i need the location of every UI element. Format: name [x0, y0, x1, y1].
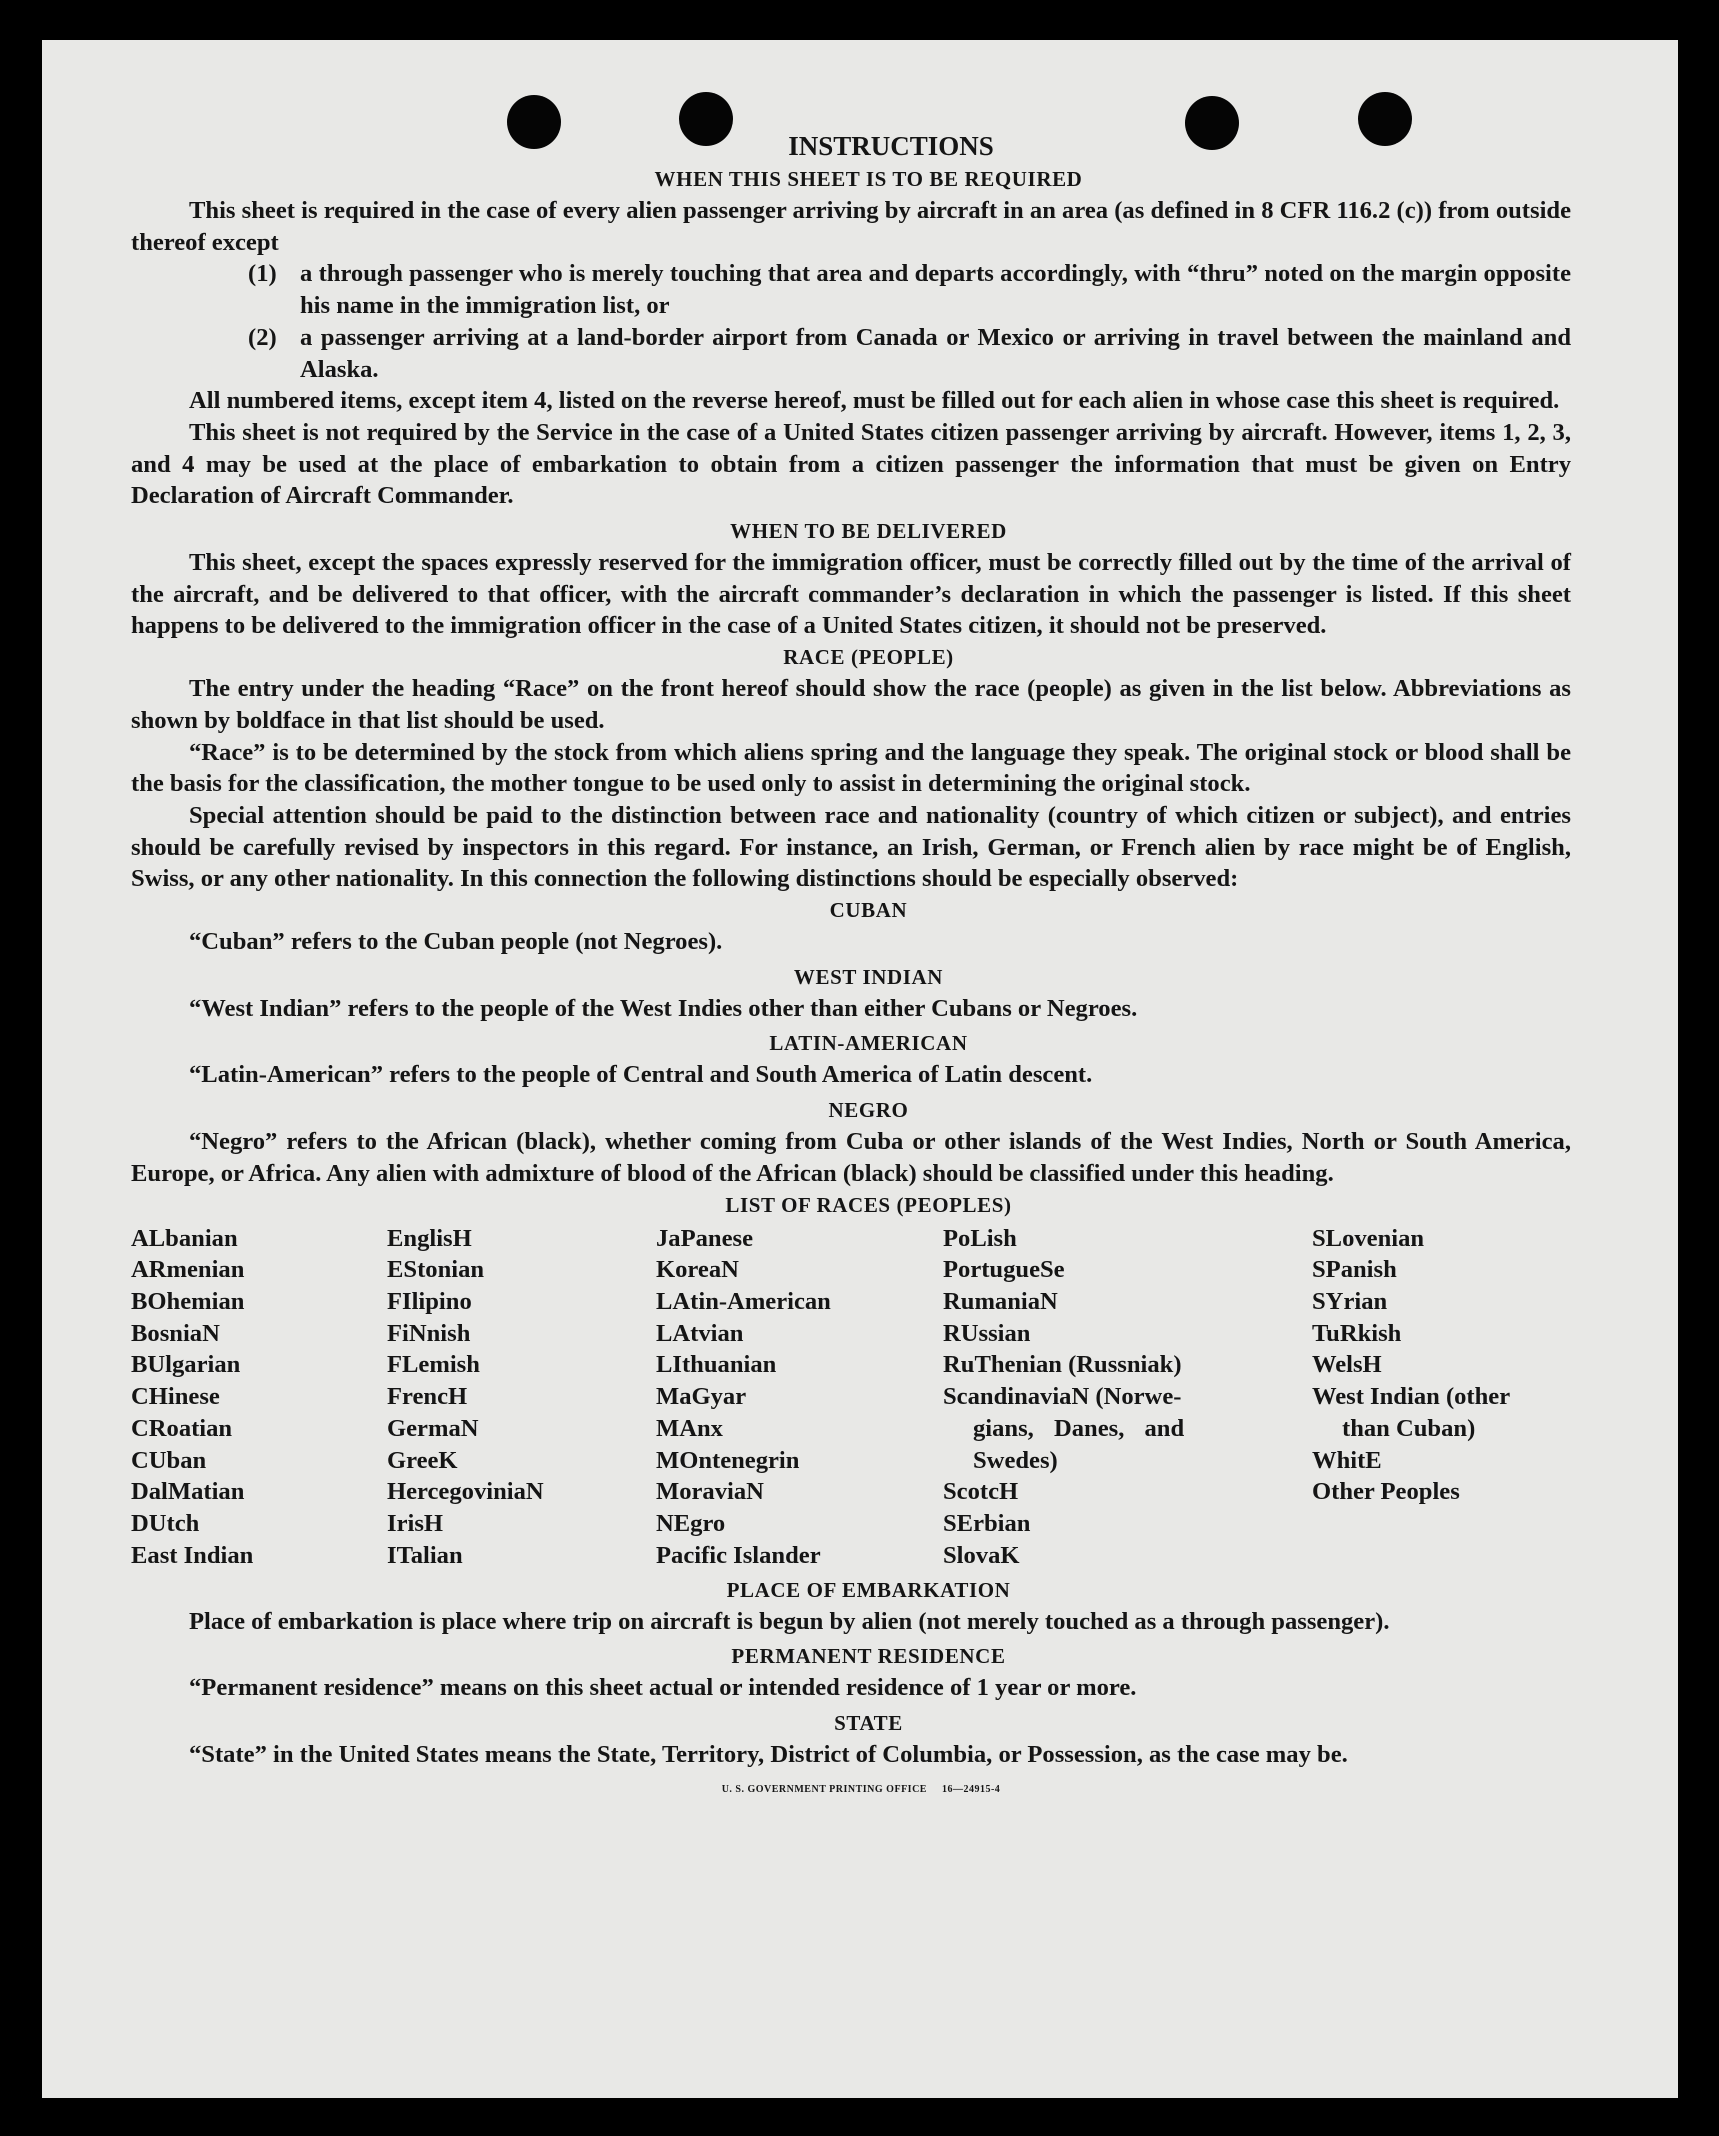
item-text: a through passenger who is merely touching that area and departs accordingly, with “thru” noted on the margin opposite his name in the immigration list, or — [300, 260, 1571, 320]
section-heading: STATE — [834, 1710, 903, 1735]
paragraph: This sheet is required in the case of every alien passenger arriving by aircraft in an area (as defined in 8 CFR 116.2 (c)) from outside thereof except — [131, 197, 1571, 256]
section-heading: RACE (PEOPLE) — [783, 645, 954, 670]
item-text: a passenger arriving at a land-border airport from Canada or Mexico or arriving in travel between the mainland and Alaska. — [300, 323, 1571, 383]
section-heading: PLACE OF EMBARKATION — [726, 1577, 1011, 1602]
race-entry: LAtvian — [656, 1319, 744, 1347]
race-entry: Pacific Islander — [656, 1541, 821, 1569]
race-entry: ARmenian — [131, 1256, 245, 1284]
paragraph: “Race” is to be determined by the stock from which aliens spring and the language they speak. The original stock or blood shall be the basis for the classification, the mother tongue to be used only to assist in determining the original stock. — [131, 738, 1571, 798]
race-entry: MaGyar — [656, 1383, 747, 1411]
race-entry: CHinese — [131, 1383, 220, 1411]
race-entry: Swedes) — [973, 1446, 1058, 1474]
race-entry: MoraviaN — [656, 1478, 764, 1506]
race-column — [131, 1223, 253, 1572]
race-entry: Other Peoples — [1312, 1478, 1460, 1506]
race-entry: WhitE — [1312, 1446, 1382, 1474]
section-heading: PERMANENT RESIDENCE — [731, 1644, 1006, 1669]
race-entry: CUban — [131, 1446, 207, 1474]
race-entry: RUssian — [943, 1319, 1031, 1347]
paragraph: “Cuban” refers to the Cuban people (not Negroes). — [189, 928, 723, 956]
race-entry: EnglisH — [387, 1224, 472, 1252]
race-column — [656, 1223, 831, 1572]
section-heading: LATIN-AMERICAN — [769, 1031, 968, 1056]
race-entry: SErbian — [943, 1509, 1031, 1537]
paragraph: Place of embarkation is place where trip on aircraft is begun by alien (not merely touched as a through passenger). — [189, 1607, 1390, 1635]
race-entry: East Indian — [131, 1541, 254, 1569]
race-entry: ALbanian — [131, 1224, 238, 1252]
race-entry: BOhemian — [131, 1287, 245, 1315]
race-entry: BosniaN — [131, 1319, 220, 1347]
race-entry: ITalian — [387, 1541, 463, 1569]
paragraph: Special attention should be paid to the distinction between race and nationality (country of which citizen or subject), and entries should be carefully revised by inspectors in this regard. For instance, an Irish, German, or French alien by race might be of English, Swiss, or any other nationality. In this connection the following distinctions should be especially observed: — [131, 801, 1571, 893]
race-entry: MOntenegrin — [656, 1446, 800, 1474]
race-entry: LAtin-American — [656, 1287, 831, 1315]
race-entry: EStonian — [387, 1256, 485, 1284]
race-entry: LIthuanian — [656, 1351, 777, 1379]
paragraph: “Negro” refers to the African (black), whether coming from Cuba or other islands of the West Indies, North or South America, Europe, or Africa. Any alien with admixture of blood of the African (black) should be classified under this heading. — [131, 1128, 1571, 1187]
paragraph: This sheet, except the spaces expressly reserved for the immigration officer, must be correctly filled out by the time of the arrival of the aircraft, and be delivered to that officer, with the aircraft commander’s declaration in which the passenger is listed. If this sheet happens to be delivered to the immigration officer in the case of a United States citizen, it should not be preserved. — [131, 549, 1571, 640]
race-entry: FrencH — [387, 1383, 468, 1411]
section-heading: WHEN TO BE DELIVERED — [730, 519, 1007, 544]
section-heading: LIST OF RACES (PEOPLES) — [725, 1192, 1012, 1217]
race-entry: DUtch — [131, 1509, 200, 1537]
list-item — [248, 258, 1571, 321]
race-entry: HercegoviniaN — [387, 1478, 544, 1506]
item-number: (2) — [248, 323, 277, 351]
paragraph: “State” in the United States means the State, Territory, District of Columbia, or Possession, as the case may be. — [189, 1740, 1348, 1768]
race-entry: than Cuban) — [1342, 1414, 1476, 1442]
race-entry: TuRkish — [1312, 1319, 1402, 1347]
race-entry: SLovenian — [1312, 1224, 1425, 1252]
printer-imprint: U. S. GOVERNMENT PRINTING OFFICE 16—24915-4 — [721, 1783, 1001, 1795]
race-entry: PoLish — [943, 1224, 1017, 1252]
race-entry: FIlipino — [387, 1287, 472, 1315]
paragraph: “Permanent residence” means on this sheet actual or intended residence of 1 year or more. — [189, 1674, 1137, 1702]
race-column — [387, 1223, 544, 1572]
race-entry: GermaN — [387, 1414, 479, 1442]
race-entry: GreeK — [387, 1446, 458, 1474]
race-entry: JaPanese — [656, 1224, 753, 1252]
race-entry: RumaniaN — [943, 1287, 1058, 1315]
paragraph: The entry under the heading “Race” on the front hereof should show the race (people) as given in the list below. Abbreviations as shown by boldface in that list should be used. — [131, 675, 1571, 734]
race-entry: PortugueSe — [943, 1256, 1065, 1284]
section-heading: WEST INDIAN — [793, 964, 944, 989]
race-entry: ScandinaviaN (Norwe- — [943, 1383, 1182, 1411]
race-entry: NEgro — [656, 1509, 726, 1537]
race-entry: RuThenian (Russniak) — [943, 1351, 1182, 1379]
item-number: (1) — [248, 260, 277, 288]
section-heading: WHEN THIS SHEET IS TO BE REQUIRED — [654, 167, 1083, 191]
race-entry: ScotcH — [943, 1478, 1019, 1506]
race-entry: DalMatian — [131, 1478, 245, 1506]
race-list — [131, 1223, 1571, 1575]
race-column — [1312, 1223, 1510, 1508]
paragraph: This sheet is not required by the Service in the case of a United States citizen passenger arriving by aircraft. However, items 1, 2, 3, and 4 may be used at the place of embarkation to obtain from a citizen passenger the information that must be given on Entry Declaration of Aircraft Commander. — [131, 418, 1571, 510]
race-entry: SlovaK — [943, 1541, 1020, 1569]
section-heading: NEGRO — [828, 1098, 909, 1123]
race-column — [943, 1223, 1184, 1572]
race-entry: SPanish — [1312, 1256, 1397, 1284]
race-entry: CRoatian — [131, 1414, 233, 1442]
list-item — [248, 322, 1571, 385]
race-entry: KoreaN — [656, 1256, 739, 1284]
race-entry: IrisH — [387, 1509, 444, 1537]
race-entry: SYrian — [1312, 1287, 1388, 1315]
race-entry: FLemish — [387, 1351, 480, 1379]
race-entry: gians, Danes, and — [973, 1414, 1185, 1442]
race-entry: FiNnish — [387, 1319, 471, 1347]
race-entry: West Indian (other — [1312, 1383, 1511, 1411]
race-entry: WelsH — [1312, 1351, 1382, 1379]
paragraph: “Latin-American” refers to the people of Central and South America of Latin descent. — [189, 1061, 1093, 1089]
instructions-content — [131, 128, 1571, 1797]
paragraph: All numbered items, except item 4, listed on the reverse hereof, must be filled out for each alien in whose case this sheet is required. — [189, 387, 1560, 415]
paragraph: “West Indian” refers to the people of the West Indies other than either Cubans or Negroes. — [189, 994, 1138, 1022]
section-heading: CUBAN — [829, 898, 908, 923]
race-entry: MAnx — [656, 1414, 723, 1442]
page-title: INSTRUCTIONS — [788, 131, 994, 161]
race-entry: BUlgarian — [131, 1351, 241, 1379]
